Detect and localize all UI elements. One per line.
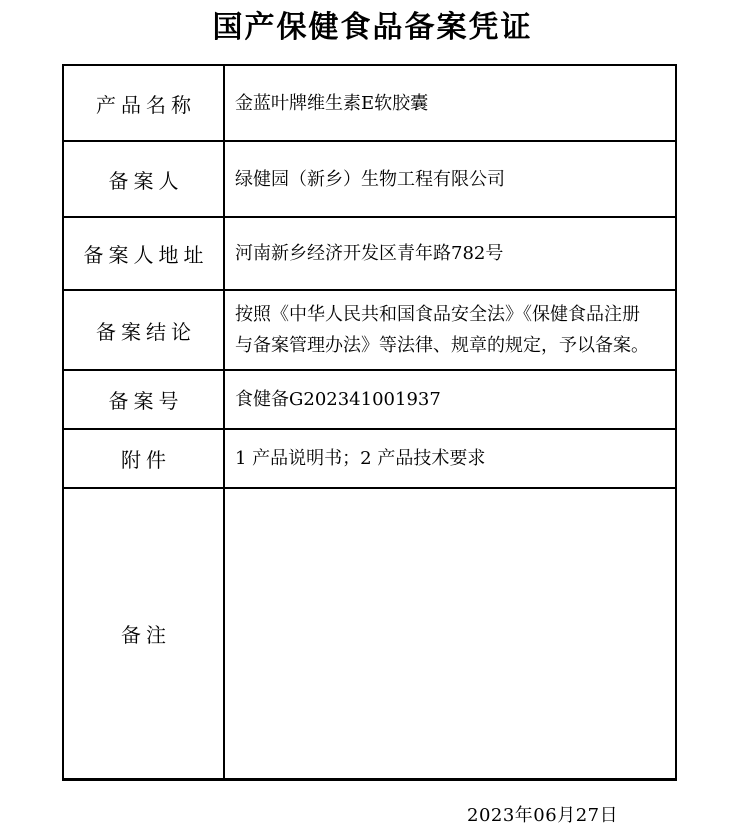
certificate-table xyxy=(62,64,677,781)
row-label-attachments: 附件 xyxy=(63,429,224,488)
table-row-remarks xyxy=(63,488,676,779)
issue-date: 2023年06月27日 xyxy=(467,805,619,826)
row-value-filing-conclusion: 按照《中华人民共和国食品安全法》《保健食品注册与备案管理办法》等法律、规章的规定，予以备案。 xyxy=(224,290,676,370)
table-row-filing-conclusion xyxy=(63,290,676,370)
table-row-filing-number xyxy=(63,370,676,429)
row-value-product-name: 金蓝叶牌维生素E软胶囊 xyxy=(224,65,676,141)
row-label-product-name: 产品名称 xyxy=(63,65,224,141)
table-row-filer xyxy=(63,141,676,217)
table-row-product-name xyxy=(63,65,676,141)
row-label-filing-number: 备案号 xyxy=(63,370,224,429)
document-title: 国产保健食品备案凭证 xyxy=(212,10,533,45)
row-label-remarks: 备注 xyxy=(63,488,224,779)
row-label-filer-address: 备案人地址 xyxy=(63,217,224,290)
row-value-filer: 绿健园（新乡）生物工程有限公司 xyxy=(224,141,676,217)
row-value-filer-address: 河南新乡经济开发区青年路782号 xyxy=(224,217,676,290)
table-row-filer-address xyxy=(63,217,676,290)
row-value-filing-number: 食健备G202341001937 xyxy=(224,370,676,429)
row-value-attachments: 1 产品说明书；2 产品技术要求 xyxy=(224,429,676,488)
table-row-attachments xyxy=(63,429,676,488)
row-value-remarks xyxy=(224,488,676,779)
row-label-filing-conclusion: 备案结论 xyxy=(63,290,224,370)
row-label-filer: 备案人 xyxy=(63,141,224,217)
